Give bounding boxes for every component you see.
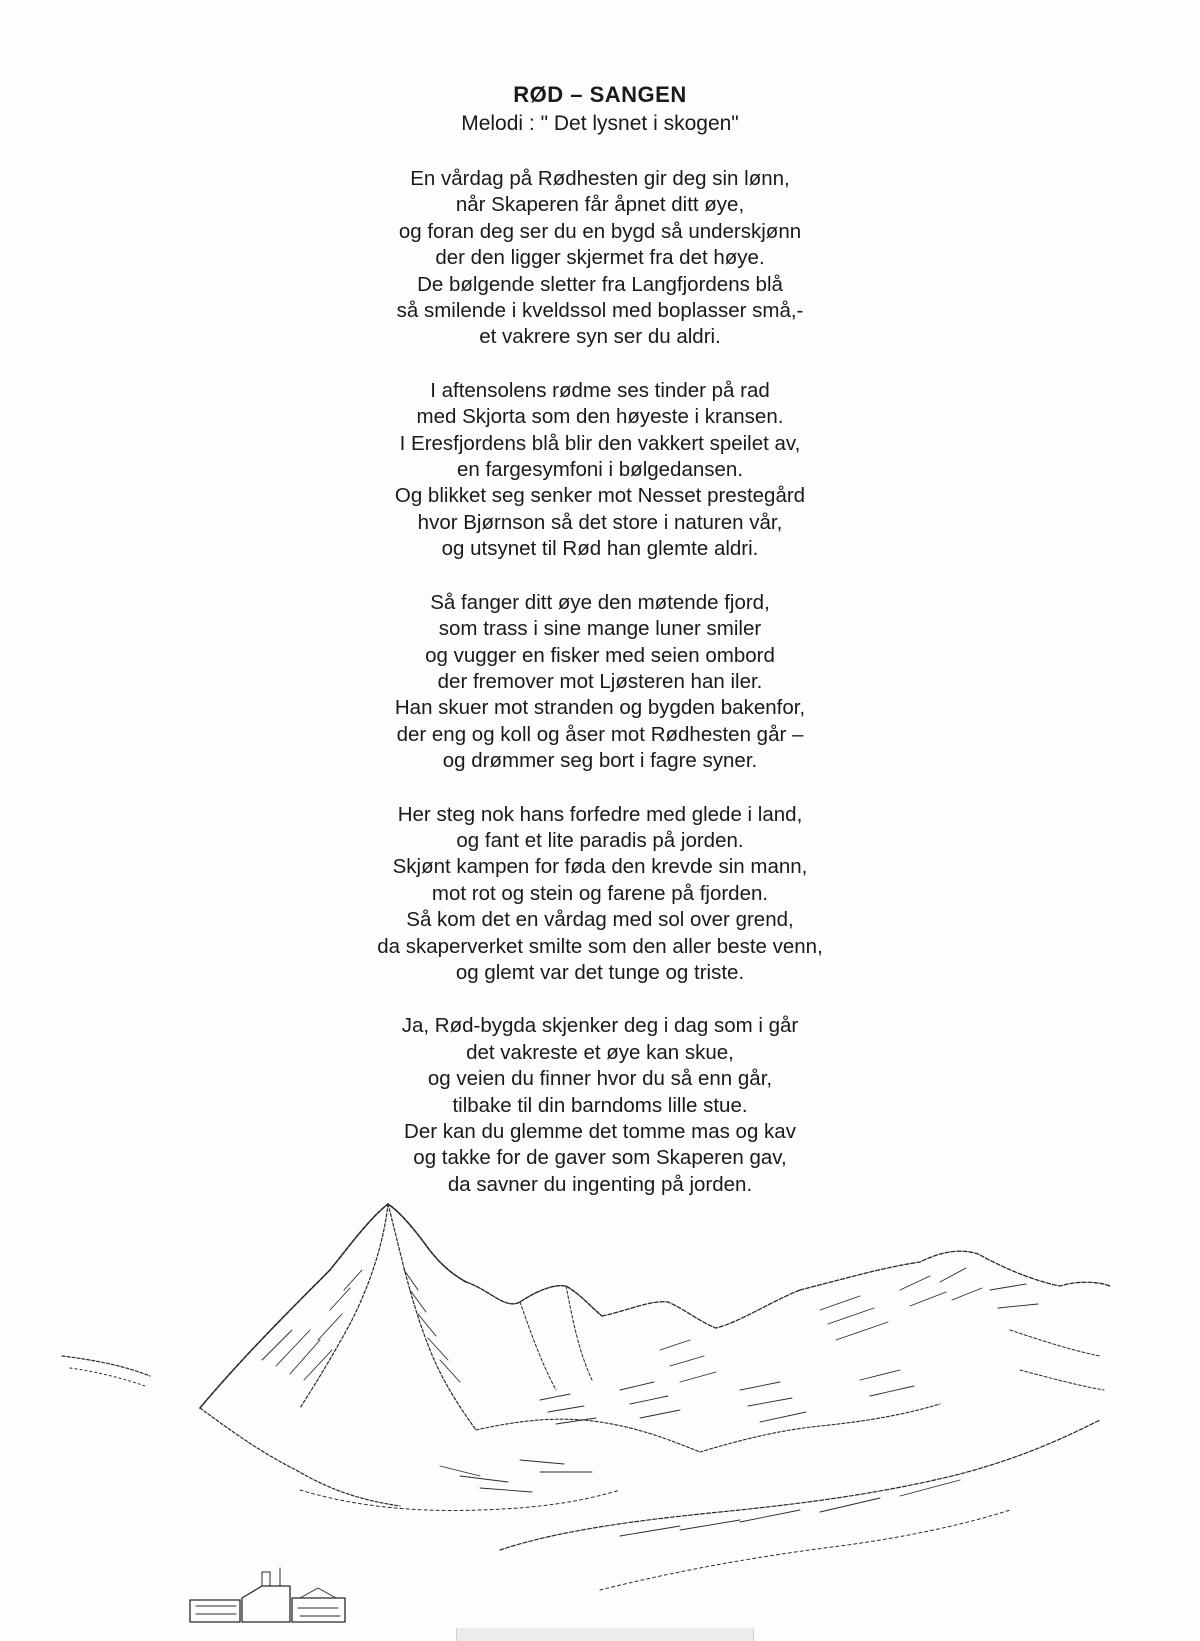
stanza-2 [0,378,1200,563]
cloud-stroke [62,1356,150,1376]
poem-line: der fremover mot Ljøsteren han iler. [437,669,763,693]
poem-line: En vårdag på Rødhesten gir deg sin lønn, [410,167,790,190]
poem-line: et vakrere syn ser du aldri. [479,325,721,349]
foothill-line [200,1408,400,1506]
melody-subtitle: Melodi : " Det lysnet i skogen" [461,112,739,135]
main-peak-ridge [300,1204,388,1408]
foreground-slope [500,1420,1100,1550]
poem-line: mot rot og stein og farene på fjorden. [431,881,769,905]
scan-edge-tab [456,1628,754,1641]
stanza-5 [0,1013,1200,1198]
main-peak-ridge [388,1204,476,1430]
poem-line: og takke for de gaver som Skaperen gav, [413,1146,787,1170]
poem-line: tilbake til din barndoms lille stue. [452,1093,748,1117]
poem-line: De bølgende sletter fra Langfjordens blå [417,272,783,296]
main-peak-outline [200,1204,466,1408]
poem-line: og fant et lite paradis på jorden. [456,828,744,852]
poem-line: hvor Bjørnson så det store i naturen vår, [417,510,783,534]
poem-line: Der kan du glemme det tomme mas og kav [404,1120,796,1143]
poem-line: Så kom det en vårdag med sol over grend, [406,908,794,932]
farmhouse-sketch [190,1568,345,1622]
poem-line: og drømmer seg bort i fagre syner. [442,749,758,773]
poem-line: når Skaperen får åpnet ditt øye, [455,193,745,217]
stanza-1 [0,166,1200,351]
secondary-peak-outline [466,1282,602,1316]
poem-line: da skaperverket smilte som den aller beste venn, [377,934,823,958]
poem-line: det vakreste et øye kan skue, [466,1040,734,1064]
poem-line: en fargesymfoni i bølgedansen. [456,458,744,482]
poem-line: Ja, Rød-bygda skjenker deg i dag som i går [401,1014,799,1038]
song-title: RØD – SANGEN [513,82,687,107]
poem-line: og utsynet til Rød han glemte aldri. [441,537,759,561]
valley-line [476,1419,700,1452]
poem-line: som trass i sine mange luner smiler [438,617,762,641]
poem-line: og vugger en fisker med seien ombord [425,643,775,667]
poem-line: med Skjorta som den høyeste i kransen. [416,405,784,429]
poem-line: og veien du finner hvor du så enn går, [427,1067,773,1091]
poem-line: Han skuer mot stranden og bygden bakenfor, [394,696,806,720]
poem-line: der eng og koll og åser mot Rødhesten går – [396,722,804,746]
stanza-3 [0,590,1200,775]
poem-line: Her steg nok hans forfedre med glede i land, [397,802,803,826]
poem-line: Og blikket seg senker mot Nesset prestegård [394,484,806,508]
stanza-4 [0,802,1200,987]
mountain-sketch-illustration [0,1190,1200,1630]
poem-line: da savner du ingenting på jorden. [447,1172,753,1196]
poem-line: Så fanger ditt øye den møtende fjord, [430,590,770,614]
poem-line: I Eresfjordens blå blir den vakkert speilet av, [399,431,801,455]
poem-line: så smilende i kveldssol med boplasser små,- [396,299,804,323]
poem-line: og foran deg ser du en bygd så underskjønn [398,219,802,243]
poem-line: Skjønt kampen for føda den krevde sin mann, [392,855,808,879]
poem-line: I aftensolens rødme ses tinder på rad [430,378,770,402]
poem-line: der den ligger skjermet fra det høye. [435,246,765,270]
poem-line: og glemt var det tunge og triste. [455,960,745,984]
poem-body [0,166,1200,1225]
